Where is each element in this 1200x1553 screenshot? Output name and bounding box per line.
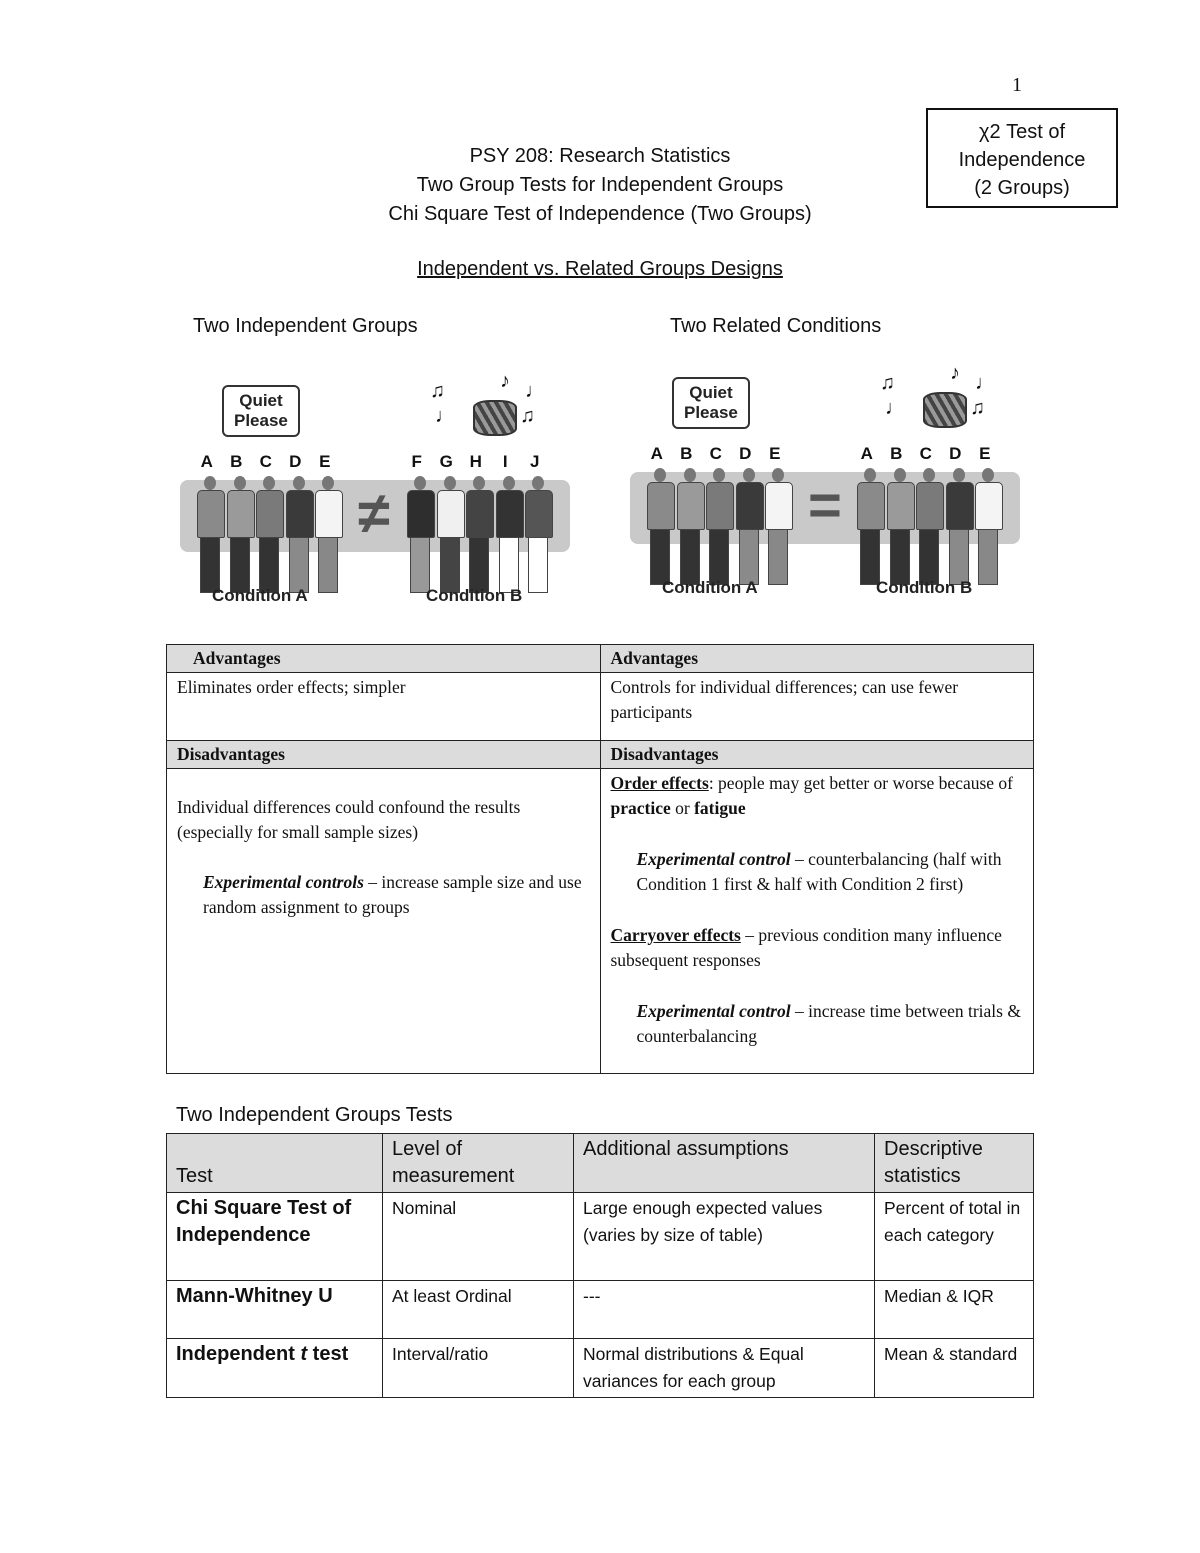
participant-letter: A [860,444,873,463]
participant-figure [888,468,912,585]
order-label: Order effects [610,773,709,793]
participant-figure [438,476,462,593]
music-note-icon: ♩ [975,372,995,394]
legs [259,538,279,593]
torso [227,490,255,538]
table-row [167,1281,1034,1339]
condition-b-label: Condition B [876,578,973,597]
head [473,476,485,490]
music-note-icon: ♫ [520,405,535,427]
sign-line: Quiet [239,391,283,410]
legs [919,530,939,585]
independent-groups-illustration [180,370,580,620]
torso [765,482,793,530]
head [322,476,334,490]
participant-letter: C [709,444,722,463]
participant-letters [192,452,340,472]
right-advantages-text: Controls for individual differences; can use fewer participants [600,673,1034,741]
head [743,468,755,482]
control-label: Experimental controls [203,872,364,892]
participant-figure [526,476,550,593]
not-equal-symbol: ≠ [358,481,390,546]
torso [916,482,944,530]
equal-symbol: = [808,473,842,538]
music-note-icon: ♪ [500,370,510,392]
participant-figure [257,476,281,593]
condition-a-label: Condition A [662,578,758,597]
sign-line: Please [684,403,738,422]
assumptions-cell: Normal distributions & Equal variances for each group [574,1339,875,1398]
torso [647,482,675,530]
participant-letter: D [949,444,962,463]
head [204,476,216,490]
participant-figure [228,476,252,593]
torso [496,490,524,538]
col-header-descriptive: Descriptive statistics [875,1134,1034,1193]
left-advantages-header [167,645,601,673]
control-label: Experimental control [636,1001,791,1021]
music-note-icon: ♩ [435,405,455,427]
test-name: Mann-Whitney U [167,1281,383,1339]
text: t [300,1343,308,1365]
text: : people may get better or worse because of [708,773,1013,793]
participant-figure [917,468,941,585]
legs [318,538,338,593]
participant-figure [947,468,971,585]
torso [946,482,974,530]
torso [466,490,494,538]
music-note-icon: ♫ [970,397,985,419]
legs [289,538,309,593]
legs [528,538,548,593]
quiet-please-sign [672,377,750,429]
participant-letters [852,444,1000,464]
tag-line: Independence [958,149,1086,171]
course-title: PSY 208: Research Statistics [469,145,731,167]
level-cell: Interval/ratio [383,1339,574,1398]
participant-letter: J [530,452,540,471]
participant-letter: C [919,444,932,463]
participant-letters [642,444,790,464]
head [894,468,906,482]
torso [525,490,553,538]
participant-figure [497,476,521,593]
section-heading: Independent vs. Related Groups Designs [417,258,783,280]
head [234,476,246,490]
left-advantages-text: Eliminates order effects; simpler [167,673,601,741]
music-note-icon: ♫ [880,372,895,394]
head [654,468,666,482]
music-note-icon: ♫ [430,380,445,402]
legs [860,530,880,585]
tests-table-title: Two Independent Groups Tests [176,1104,453,1126]
head [444,476,456,490]
condition-b-label: Condition B [426,586,523,605]
design-comparison-table [166,644,1034,1074]
text: test [307,1343,349,1365]
torso [197,490,225,538]
test-name: Chi Square Test of Independence [167,1193,383,1281]
participant-figure [198,476,222,593]
head [713,468,725,482]
participant-figure [976,468,1000,585]
head [772,468,784,482]
participant-figure [408,476,432,593]
legs [768,530,788,585]
participant-figure [316,476,340,593]
participant-letter: F [411,452,422,471]
figure-heading-related: Two Related Conditions [670,315,882,337]
torso [887,482,915,530]
text: Independent [176,1343,301,1365]
legs [680,530,700,585]
torso [706,482,734,530]
individual-differences-text: Individual differences could confound the results (especially for small sample sizes) [177,797,521,842]
music-note-icon: ♩ [525,380,545,402]
participant-figure [678,468,702,585]
participant-letter: D [739,444,752,463]
tag-line: (2 Groups) [974,177,1070,199]
legs [200,538,220,593]
table-row [167,1339,1034,1398]
legs [739,530,759,585]
participant-letter: E [769,444,781,463]
right-disadvantages-header: Disadvantages [600,741,1034,769]
head [982,468,994,482]
torso [736,482,764,530]
head [923,468,935,482]
head [532,476,544,490]
head [414,476,426,490]
legs [978,530,998,585]
torso [315,490,343,538]
level-cell: Nominal [383,1193,574,1281]
col-header-assumptions: Additional assumptions [574,1134,875,1193]
participant-figure [858,468,882,585]
torso [286,490,314,538]
head [953,468,965,482]
text: – increase time between trials & counterbalancing [636,1001,1021,1046]
descriptive-cell: Percent of total in each category [875,1193,1034,1281]
time-between-trials-text [611,999,1024,1049]
sign-line: Quiet [689,383,733,402]
tests-table [166,1133,1034,1398]
right-disadvantages-text [600,769,1034,1074]
left-disadvantages-text [167,769,601,1074]
text: – counterbalancing (half with Condition 1 first & half with Condition 2 first) [636,849,1002,894]
text: fatigue [694,798,746,818]
participant-figure [707,468,731,585]
head [263,476,275,490]
control-text: – increase sample size and use random assignment to groups [203,872,582,917]
table-row [167,1193,1034,1281]
participant-letter: E [979,444,991,463]
torso [975,482,1003,530]
torso [437,490,465,538]
head [503,476,515,490]
legs [949,530,969,585]
test-name [167,1339,383,1398]
condition-a-label: Condition A [212,586,308,605]
assumptions-cell: Large enough expected values (varies by size of table) [574,1193,875,1281]
participant-letter: A [650,444,663,463]
drum-icon [473,400,517,436]
legs [440,538,460,593]
related-conditions-illustration [630,362,1030,612]
text: – previous condition many influence subsequent responses [610,925,1002,970]
drum-icon [923,392,967,428]
legs [469,538,489,593]
col-header-level: Level of measurement [383,1134,574,1193]
participant-letter: C [259,452,272,471]
col-header-test: Test [167,1134,383,1193]
text: practice [610,798,671,818]
participant-letter: B [230,452,243,471]
left-control-text [177,870,590,920]
quiet-please-sign [222,385,300,437]
level-cell: At least Ordinal [383,1281,574,1339]
participant-letter: E [319,452,331,471]
topic-title: Two Group Tests for Independent Groups [416,174,784,196]
carryover-text [611,923,1024,973]
head [864,468,876,482]
music-note-icon: ♪ [950,362,960,384]
sign-line: Please [234,411,288,430]
figure-heading-independent: Two Independent Groups [193,315,418,337]
participant-letter: G [439,452,453,471]
participant-figure [467,476,491,593]
legs [230,538,250,593]
counterbalancing-text [611,847,1024,897]
head [293,476,305,490]
legs [410,538,430,593]
left-disadvantages-header: Disadvantages [167,741,601,769]
participant-letter: B [680,444,693,463]
participant-figure [737,468,761,585]
participant-figure [287,476,311,593]
tag-line: χ2 Test of [978,121,1066,143]
legs [890,530,910,585]
participant-letter: A [200,452,213,471]
legs [499,538,519,593]
participant-letter: I [502,452,508,471]
participant-letter: B [890,444,903,463]
legs [709,530,729,585]
participant-figure [648,468,672,585]
legs [650,530,670,585]
participant-letter: H [469,452,482,471]
participant-letters [402,452,550,472]
torso [857,482,885,530]
head [684,468,696,482]
header-text: Advantages [193,648,281,668]
page-number: 1 [1012,74,1022,96]
text: or [670,798,695,818]
assumptions-cell: --- [574,1281,875,1339]
order-effects-text [611,771,1024,821]
descriptive-cell: Median & IQR [875,1281,1034,1339]
music-note-icon: ♩ [885,397,905,419]
torso [256,490,284,538]
participant-figure [766,468,790,585]
descriptive-cell: Mean & standard [875,1339,1034,1398]
control-label: Experimental control [636,849,791,869]
participant-letter: D [289,452,302,471]
carryover-label: Carryover effects [610,925,741,945]
torso [677,482,705,530]
torso [407,490,435,538]
right-advantages-header: Advantages [600,645,1034,673]
subtopic-title: Chi Square Test of Independence (Two Groups) [388,203,812,225]
document-title [0,142,1200,229]
